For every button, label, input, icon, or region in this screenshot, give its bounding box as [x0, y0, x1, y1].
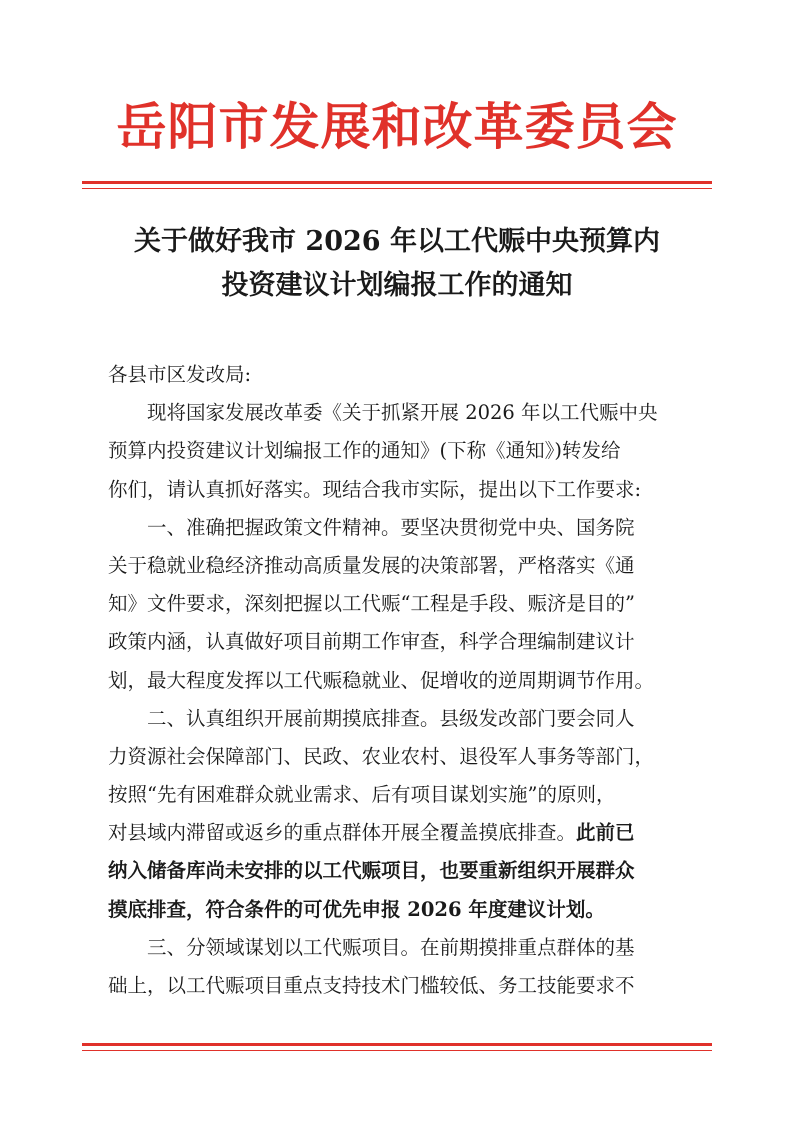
footer-red-rule-thin [82, 1050, 712, 1051]
document-title-line-1: 关于做好我市 2026 年以工代赈中央预算内 [134, 226, 660, 257]
section-2-text: 县级发改部门要会同人 [439, 706, 635, 730]
section-3-heading: 三、分领域谋划以工代赈项目。 [147, 935, 421, 959]
paragraph-line: 关于稳就业稳经济推动高质量发展的决策部署，严格落实《通 [108, 553, 635, 577]
section-3-first-line [108, 929, 686, 967]
mixed-line-bold: 此前已 [576, 821, 635, 845]
paragraph-line: 力资源社会保障部门、民政、农业农村、退役军人事务等部门， [108, 744, 655, 768]
footer-red-rule-thick [82, 1043, 712, 1046]
section-1-heading: 一、准确把握政策文件精神。 [147, 515, 401, 539]
mixed-line [108, 814, 686, 852]
section-3-text: 在前期摸排重点群体的基 [420, 935, 635, 959]
paragraph-line: 你们，请认真抓好落实。现结合我市实际，提出以下工作要求: [108, 477, 642, 501]
paragraph-line: 按照“先有困难群众就业需求、后有项目谋划实施”的原则， [108, 783, 616, 807]
bold-line: 纳入储备库尚未安排的以工代赈项目，也要重新组织开展群众 [108, 859, 635, 883]
section-1-text: 要坚决贯彻党中央、国务院 [400, 515, 635, 539]
paragraph-line: 知》文件要求，深刻把握以工代赈“工程是手段、赈济是目的” [108, 592, 635, 616]
paragraph-line: 划，最大程度发挥以工代赈稳就业、促增收的逆周期调节作用。 [108, 668, 655, 692]
letterhead-red-rule-thin [82, 188, 712, 189]
paragraph-line: 现将国家发展改革委《关于抓紧开展 2026 年以工代赈中央 [147, 401, 658, 425]
mixed-line-plain: 对县域内滞留或返乡的重点群体开展全覆盖摸底排查。 [108, 821, 577, 845]
document-body [108, 356, 686, 1005]
document-title-line-2: 投资建议计划编报工作的通知 [221, 270, 573, 301]
paragraph-line: 预算内投资建议计划编报工作的通知》(下称《通知》)转发给 [108, 439, 621, 463]
paragraph-line: 础上，以工代赈项目重点支持技术门槛较低、务工技能要求不 [108, 974, 635, 997]
salutation: 各县市区发改局: [108, 363, 252, 386]
letterhead-org-name: 岳阳市发展和改革委员会 [116, 97, 678, 156]
section-1-first-line [108, 509, 686, 547]
paragraph-line: 政策内涵，认真做好项目前期工作审查，科学合理编制建议计 [108, 630, 635, 654]
letterhead-red-rule-thick [82, 181, 712, 184]
bold-line: 摸底排查，符合条件的可优先申报 2026 年度建议计划。 [108, 897, 605, 921]
section-2-heading: 二、认真组织开展前期摸底排查。 [147, 706, 440, 730]
section-2-first-line [108, 700, 686, 738]
